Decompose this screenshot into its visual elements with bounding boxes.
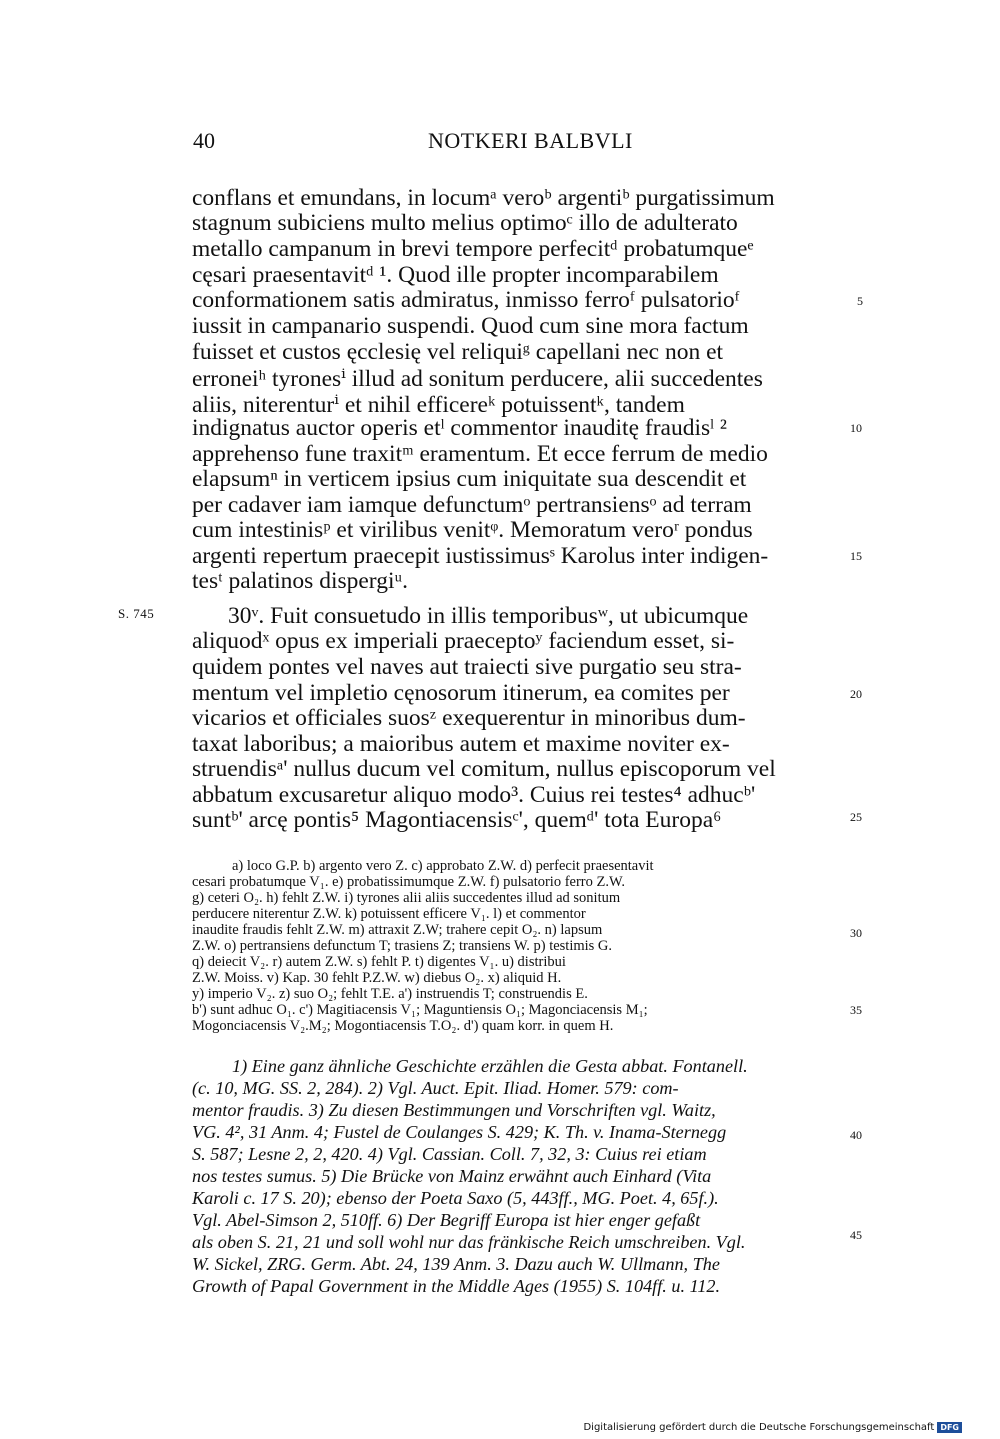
dfg-logo: DFG <box>937 1422 962 1433</box>
main-text-line: conflans et emundans, in locumᵃ veroᵇ argentiᵇ purgatissimum <box>192 185 775 211</box>
main-text-line: metallo campanum in brevi tempore perfecitᵈ probatumqueᵉ <box>192 236 754 262</box>
footnote-line: (c. 10, MG. SS. 2, 284). 2) Vgl. Auct. Epit. Iliad. Homer. 579: com- <box>192 1078 679 1098</box>
main-text-line: argenti repertum praecepit iustissimusˢ Karolus inter indigen- <box>192 543 769 569</box>
footnote-line: mentor fraudis. 3) Zu diesen Bestimmungen und Vorschriften vgl. Waitz, <box>192 1100 716 1120</box>
main-text-line: cum intestinisᵖ et virilibus venitᵠ. Memoratum veroʳ pondus <box>192 517 753 543</box>
line-number: 30 <box>850 926 862 940</box>
main-text-line: aliis, niterenturⁱ et nihil efficereᵏ potuissentᵏ, tandem <box>192 392 685 418</box>
digitization-credit <box>583 1422 962 1433</box>
main-text-line: aliquodˣ opus ex imperiali praeceptoʸ faciendum esset, si- <box>192 628 735 654</box>
main-text-line: per cadaver iam iamque defunctumᵒ pertransiensᵒ ad terram <box>192 492 752 518</box>
footnote-line: VG. 4², 31 Anm. 4; Fustel de Coulanges S. 429; K. Th. v. Inama-Sternegg <box>192 1122 727 1142</box>
main-text-line: iussit in campanario suspendi. Quod cum sine mora factum <box>192 313 749 339</box>
apparatus-line: b') sunt adhuc O₁. c') Magitiacensis V₁; Maguntiensis O₁; Magonciacensis M₁; <box>192 1002 648 1018</box>
main-text-line: erroneiʰ tyronesⁱ illud ad sonitum perducere, alii succedentes <box>192 366 763 392</box>
chapter-start-line: 30ᵛ. Fuit consuetudo in illis temporibusʷ, ut ubicumque <box>228 603 749 629</box>
main-text-line: suntᵇ' arcę pontis⁵ Magontiacensisᶜ', quemᵈ' tota Europa⁶ <box>192 807 722 833</box>
line-number: 45 <box>850 1228 862 1242</box>
footnote-line: Vgl. Abel-Simson 2, 510ff. 6) Der Begriff Europa ist hier enger gefaßt <box>192 1210 701 1230</box>
main-text-line: cęsari praesentavitᵈ ¹. Quod ille propter incomparabilem <box>192 262 719 288</box>
footnote-line: Growth of Papal Government in the Middle Ages (1955) S. 104ff. u. 112. <box>192 1276 721 1296</box>
footnote-line: W. Sickel, ZRG. Germ. Abt. 24, 139 Anm. 3. Dazu auch W. Ullmann, The <box>192 1254 720 1274</box>
footnote-line: S. 587; Lesne 2, 2, 420. 4) Vgl. Cassian. Coll. 7, 32, 3: Cuius rei etiam <box>192 1144 707 1164</box>
main-text-line: vicarios et officiales suosᶻ exequerentur in minoribus dum- <box>192 705 746 731</box>
apparatus-line: q) deiecit V₂. r) autem Z.W. s) fehlt P. t) digentes V₁. u) distribui <box>192 954 566 970</box>
line-number: 15 <box>850 549 862 563</box>
apparatus-line: perducere niterentur Z.W. k) potuissent efficere V₁. l) et commentor <box>192 906 586 922</box>
apparatus-line: a) loco G.P. b) argento vero Z. c) approbato Z.W. d) perfecit praesentavit <box>232 858 654 874</box>
line-number: 40 <box>850 1128 862 1142</box>
apparatus-line: cesari probatumque V₁. e) probatissimumque Z.W. f) pulsatorio ferro Z.W. <box>192 874 625 890</box>
footnote-line: 1) Eine ganz ähnliche Geschichte erzählen die Gesta abbat. Fontanell. <box>232 1056 748 1076</box>
apparatus-line: Z.W. o) pertransiens defunctum T; trasiens Z; transiens W. p) testimis G. <box>192 938 613 954</box>
main-text-line: struendisᵃ' nullus ducum vel comitum, nullus episcoporum vel <box>192 756 776 782</box>
main-text-line: mentum vel impletio cęnosorum itinerum, ea comites per <box>192 680 730 706</box>
footnote-line: nos testes sumus. 5) Die Brücke von Mainz erwähnt auch Einhard (Vita <box>192 1166 712 1186</box>
credit-text: Digitalisierung gefördert durch die Deutsche Forschungsgemeinschaft <box>583 1422 935 1433</box>
line-number: 35 <box>850 1003 862 1017</box>
main-text-line: conformationem satis admiratus, inmisso ferroᶠ pulsatorioᶠ <box>192 287 740 313</box>
main-text-line: abbatum excusaretur aliquo modo³. Cuius rei testes⁴ adhucᵇ' <box>192 782 756 808</box>
footnote-line: Karoli c. 17 S. 20); ebenso der Poeta Saxo (5, 443ff., MG. Poet. 4, 65f.). <box>192 1188 719 1208</box>
margin-page-reference: S. 745 <box>118 606 155 621</box>
main-text-line: tesᵗ palatinos dispergiᵘ. <box>192 568 409 594</box>
line-number: 10 <box>850 421 862 435</box>
line-number: 5 <box>857 294 863 308</box>
line-number: 20 <box>850 687 862 701</box>
main-text-line: taxat laboribus; a maioribus autem et maxime noviter ex- <box>192 731 730 757</box>
apparatus-line: g) ceteri O₂. h) fehlt Z.W. i) tyrones alii aliis succedentes illud ad sonitum <box>192 890 621 906</box>
running-head: NOTKERI BALBVLI <box>428 128 633 153</box>
main-text-line: quidem pontes vel naves aut traiecti sive purgatio seu stra- <box>192 654 742 680</box>
apparatus-line: y) imperio V₂. z) suo O₂; fehlt T.E. a') instruendis T; construendis E. <box>192 986 588 1002</box>
main-text-line: elapsumⁿ in verticem ipsius cum iniquitate sua descendit et <box>192 466 747 492</box>
apparatus-line: Mogonciacensis V₂.M₂; Mogontiacensis T.O₂. d') quam korr. in quem H. <box>192 1018 614 1034</box>
main-text-line: apprehenso fune traxitᵐ eramentum. Et ecce ferrum de medio <box>192 441 768 467</box>
apparatus-line: Z.W. Moiss. v) Kap. 30 fehlt P.Z.W. w) diebus O₂. x) aliquid H. <box>192 970 562 986</box>
page-number: 40 <box>193 128 215 153</box>
main-text-line: fuisset et custos ęcclesię vel reliquiᵍ capellani nec non et <box>192 339 724 365</box>
apparatus-line: inaudite fraudis fehlt Z.W. m) attraxit Z.W; trahere cepit O₂. n) lapsum <box>192 922 603 938</box>
footnote-line: als oben S. 21, 21 und soll wohl nur das fränkische Reich umschreiben. Vgl. <box>192 1232 746 1252</box>
main-text-line: indignatus auctor operis etˡ commentor inauditę fraudisˡ ² <box>192 415 727 441</box>
main-text-line: stagnum subiciens multo melius optimoᶜ illo de adulterato <box>192 210 738 236</box>
line-number: 25 <box>850 810 862 824</box>
